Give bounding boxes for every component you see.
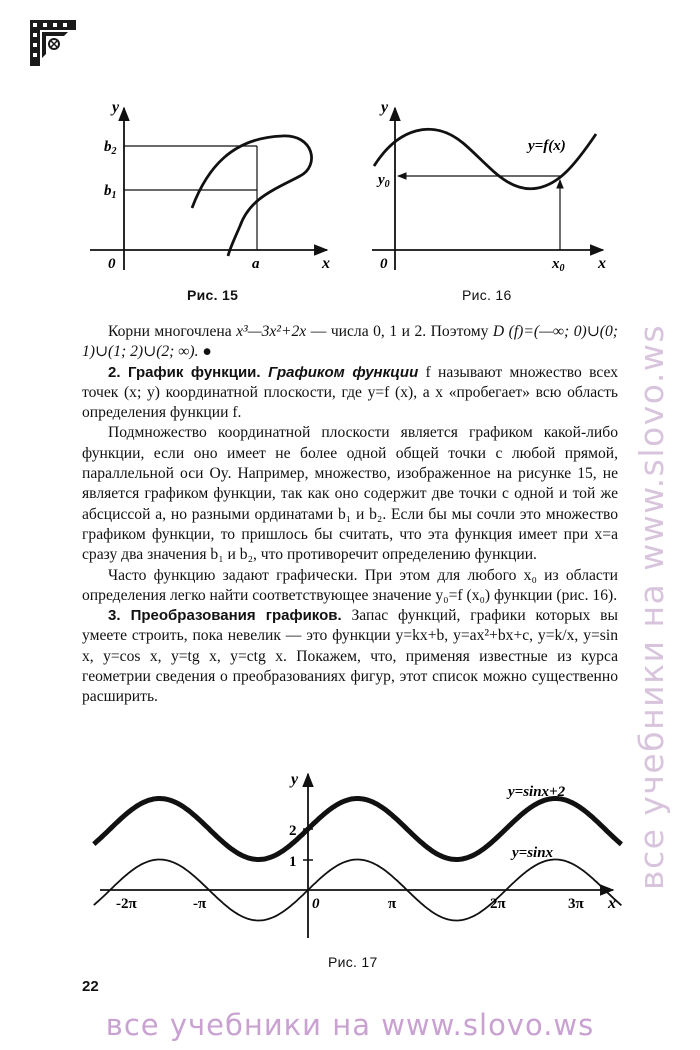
section-2-heading: 2. График функции. [108,363,261,381]
figure-15 [82,98,352,288]
fig16-x-label: x [598,255,606,272]
fig15-b2-label: $b_2$ [104,139,117,157]
fig16-x0-label: $x_0$ [552,256,565,274]
fig17-y-label: y [291,771,299,788]
paragraph-5: 3. Преобразования графиков. Запас функций, графики которых вы умеете строить, пока невелик — это функции y=kx+b, y=ax²+bx+c, y=k/x, y=sin x, y=cos x, y=tg x, y=ctg x. Покажем, что, применяя известные из курса геометрии сведения о преобразованиях фигур, этот список можно существенно расширить. [82,607,618,706]
fig17-tick-pi: π [388,896,397,912]
page-number: 22 [82,978,99,995]
watermark-bottom: все учебники на www.slovo.ws [105,1008,595,1042]
watermark-side: все учебники на www.slovo.ws [632,323,671,890]
fig16-caption: Рис. 16 [462,287,512,303]
fig15-b1-label: $b_1$ [104,183,117,201]
fig15-curve [192,136,312,256]
fig17-tick-mpi: -π [193,896,207,912]
fig15-a-label: a [252,256,260,272]
fig17-tick-1: 1 [289,854,297,870]
section-3-heading: 3. Преобразования графиков. [108,607,342,625]
fig16-origin: 0 [380,256,388,272]
fig15-y-label: y [112,99,120,116]
fig17-label-lower: y=sinx [512,845,554,861]
fig16-y0-label: $y_0$ [378,172,390,190]
fig15-caption: Рис. 15 [187,287,239,303]
body-text [82,322,618,708]
fig17-label-upper: y=sinx+2 [508,784,566,800]
fig16-y-label: y [381,99,389,116]
fig16-func-label: y=f(x) [528,138,566,154]
fig17-tick-3pi: 3π [568,896,584,912]
paragraph-2: 2. График функции. Графиком функции f называют множество всех точек (x; y) координатной плоскости, где y=f (x), а x «пробегает» всю область определения функции f. [82,363,618,422]
fig17-tick-m2pi: -2π [116,896,137,912]
paragraph-1: Корни многочлена x³—3x²+2x — числа 0, 1 и 2. Поэтому D (f)=(—∞; 0)∪(0; 1)∪(1; 2)∪(2; ∞). ● [82,323,618,361]
fig17-x-label: x [608,895,616,912]
figure-16 [368,98,618,288]
figure-17 [98,768,618,948]
fig17-caption: Рис. 17 [328,954,378,970]
fig17-tick-2pi: 2π [490,896,506,912]
fig15-x-label: x [322,255,330,272]
fig15-origin: 0 [108,256,116,272]
paragraph-3: Подмножество координатной плоскости является графиком какой-либо функции, если оно имеет не более одной общей точки с любой прямой, параллельной оси Oy. Например, множество, изображенное на рисунке 15, не является графиком функции, так как оно содержит две точки с одной и той же абсциссой a, но разными ординатами b₁ и b₂. Если бы мы сочли это множество графиком функции, то пришлось бы считать, что эта функция имеет при x=a сразу два значения b₁ и b₂, что противоречит определению функции. [82,424,618,564]
corner-ornament [28,18,78,68]
fig17-origin: 0 [312,896,320,912]
fig17-tick-2: 2 [289,823,297,839]
paragraph-4: Часто функцию задают графически. При этом для любого x₀ из области определения легко найти соответствующее значение y₀=f (x₀) функции (рис. 16). [82,566,618,604]
